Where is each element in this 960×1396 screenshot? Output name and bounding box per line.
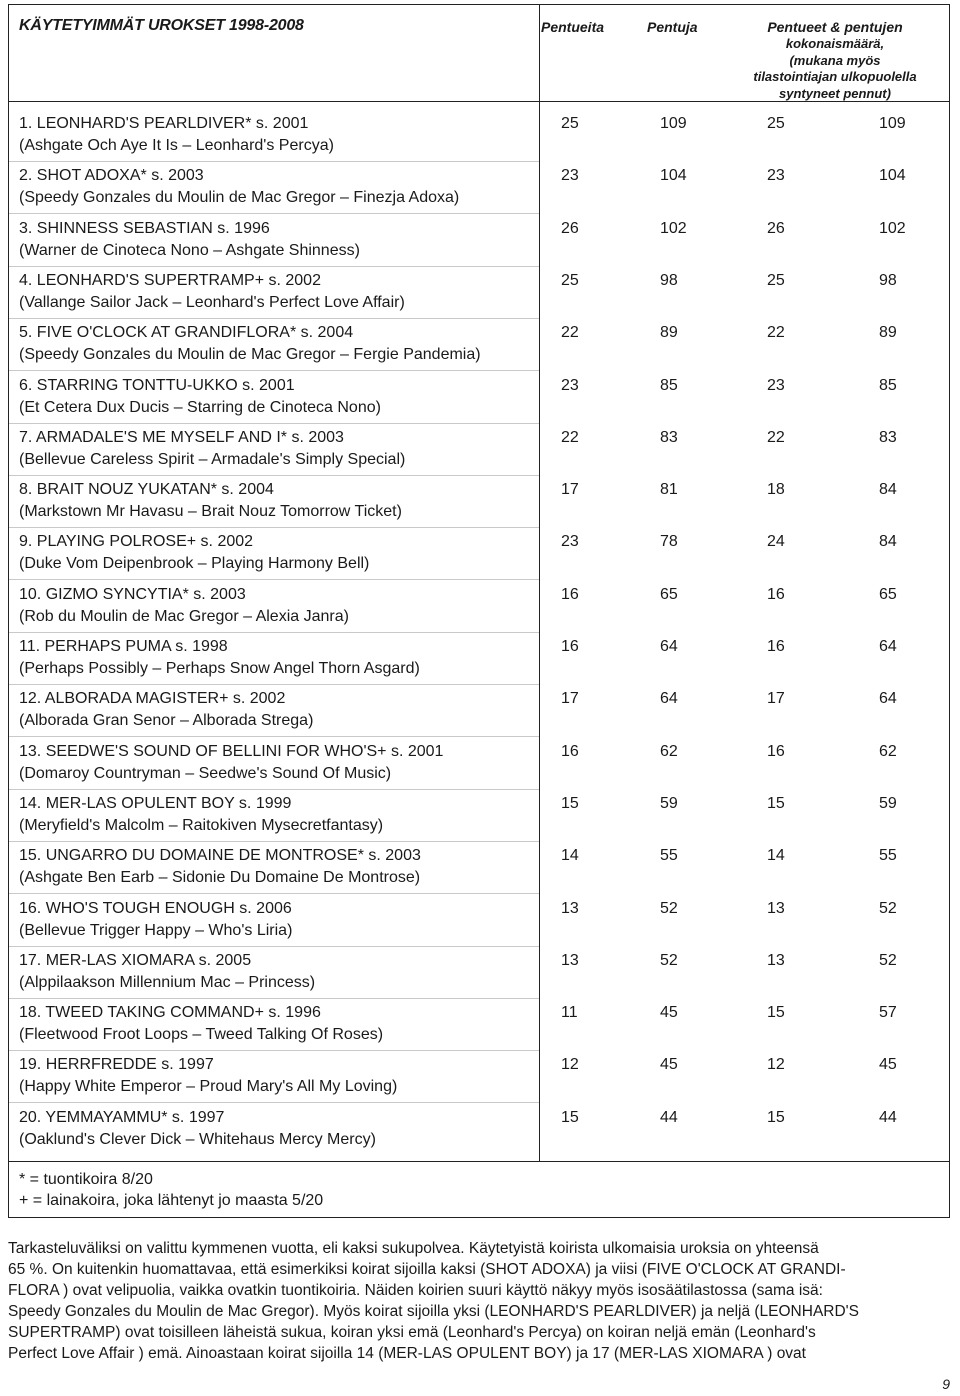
table-title: KÄYTETYIMMÄT UROKSET 1998-2008 [19,17,304,34]
total-puppies-value: 84 [879,533,897,551]
litters-value: 25 [561,271,579,289]
paragraph-line: FLORA ) ovat velipuolia, vaikka ovatkin tuontikoiria. Näiden koirien suuri käyttö näkyy myös isosäätilastossa (sama isä: [8,1282,823,1299]
dog-parents: (Fleetwood Froot Loops – Tweed Talking Of Roses) [19,1026,384,1044]
puppies-value: 44 [660,1108,678,1126]
table-row [9,892,949,944]
dog-parents: (Alborada Gran Senor – Alborada Strega) [19,712,314,730]
total-puppies-value: 104 [879,167,906,185]
puppies-value: 78 [660,533,678,551]
dog-name: 18. TWEED TAKING COMMAND+ s. 1996 [19,1004,321,1022]
paragraph-line: 65 %. On kuitenkin huomattavaa, että esimerkiksi koirat sijoilla kaksi (SHOT ADOXA) ja viisi (FIVE O'CLOCK AT GRANDI- [8,1261,846,1278]
table-row [9,316,949,368]
total-litters-value: 23 [767,167,785,185]
dog-name: 20. YEMMAYAMMU* s. 1997 [19,1108,225,1126]
total-puppies-value: 109 [879,115,906,132]
header-puppies: Pentuja [647,19,698,35]
total-litters-value: 22 [767,428,785,446]
dog-parents: (Speedy Gonzales du Moulin de Mac Gregor – Finezja Adoxa) [19,189,460,207]
dog-name: 4. LEONHARD'S SUPERTRAMP+ s. 2002 [19,271,321,289]
dog-parents: (Warner de Cinoteca Nono – Ashgate Shinness) [19,241,360,259]
table-row [9,682,949,734]
total-litters-value: 15 [767,794,785,812]
dog-parents: (Speedy Gonzales du Moulin de Mac Gregor – Fergie Pandemia) [19,346,481,364]
total-litters-value: 13 [767,899,785,917]
litters-value: 17 [561,690,579,708]
litters-value: 23 [561,533,579,551]
total-puppies-value: 55 [879,847,897,865]
body-paragraph [8,1238,952,1364]
total-litters-value: 15 [767,1108,785,1126]
total-puppies-value: 52 [879,899,897,917]
total-puppies-value: 59 [879,794,897,812]
total-litters-value: 23 [767,376,785,394]
puppies-value: 52 [660,951,678,969]
puppies-value: 83 [660,428,678,446]
dog-name: 7. ARMADALE'S ME MYSELF AND I* s. 2003 [19,428,344,446]
dog-name: 6. STARRING TONTTU-UKKO s. 2001 [19,376,295,394]
puppies-value: 55 [660,847,678,865]
total-litters-value: 15 [767,1004,785,1022]
puppies-value: 85 [660,376,678,394]
litters-value: 16 [561,638,579,655]
dog-parents: (Vallange Sailor Jack – Leonhard's Perfect Love Affair) [19,293,405,311]
dog-name: 10. GIZMO SYNCYTIA* s. 2003 [19,585,246,603]
dog-name: 11. PERHAPS PUMA s. 1998 [19,638,228,655]
dog-name: 9. PLAYING POLROSE+ s. 2002 [19,533,254,551]
puppies-value: 64 [660,638,678,655]
litters-value: 13 [561,899,579,917]
table-row [9,839,949,891]
dog-name: 14. MER-LAS OPULENT BOY s. 1999 [19,794,292,812]
litters-value: 12 [561,1056,579,1074]
litters-value: 16 [561,585,579,603]
puppies-value: 62 [660,742,678,760]
dog-parents: (Happy White Emperor – Proud Mary's All My Loving) [19,1078,398,1096]
total-puppies-value: 57 [879,1004,897,1022]
table-row [9,630,949,682]
puppies-value: 104 [660,167,687,185]
total-litters-value: 18 [767,481,785,499]
dog-parents: (Alppilaakson Millennium Mac – Princess) [19,973,316,991]
dog-name: 17. MER-LAS XIOMARA s. 2005 [19,951,252,969]
dog-parents: (Ashgate Och Aye It Is – Leonhard's Percya) [19,137,334,154]
header-totals-title: Pentueet & pentujen [767,19,903,35]
dog-parents: (Et Cetera Dux Ducis – Starring de Cinoteca Nono) [19,398,381,416]
litters-value: 11 [561,1004,578,1022]
total-litters-value: 25 [767,115,785,132]
total-puppies-value: 62 [879,742,897,760]
legend-loan: + = lainakoira, joka lähtenyt jo maasta 5/20 [19,1192,324,1209]
table-row [9,264,949,316]
litters-value: 22 [561,428,579,446]
dog-parents: (Bellevue Trigger Happy – Who's Liria) [19,921,293,939]
puppies-value: 102 [660,219,687,237]
dog-parents: (Oaklund's Clever Dick – Whitehaus Mercy Mercy) [19,1130,376,1148]
table-row [9,212,949,264]
total-litters-value: 16 [767,585,785,603]
puppies-value: 45 [660,1056,678,1074]
total-puppies-value: 44 [879,1108,897,1126]
puppies-value: 52 [660,899,678,917]
puppies-value: 81 [660,481,678,499]
litters-value: 15 [561,794,579,812]
table-row [9,421,949,473]
litters-value: 23 [561,167,579,185]
total-litters-value: 22 [767,324,785,342]
total-puppies-value: 64 [879,690,897,708]
table-row [9,1101,949,1153]
total-litters-value: 25 [767,271,785,289]
dog-parents: (Domaroy Countryman – Seedwe's Sound Of Music) [19,764,392,782]
footer-divider [9,1161,949,1162]
puppies-value: 45 [660,1004,678,1022]
table-row [9,735,949,787]
paragraph-line: Speedy Gonzales du Moulin de Mac Gregor). Myös koirat sijoilla yksi (LEONHARD'S PEARLDIVER) ja neljä (LEONHARD'S [8,1303,859,1320]
table-row [9,787,949,839]
total-litters-value: 16 [767,742,785,760]
puppies-value: 89 [660,324,678,342]
dog-parents: (Ashgate Ben Earb – Sidonie Du Domaine De Montrose) [19,869,421,887]
header-totals-sub3: tilastointiajan ulkopuolella [753,69,917,84]
table-row [9,473,949,525]
header-totals-sub1: kokonaismäärä, [785,36,885,51]
total-puppies-value: 45 [879,1056,897,1074]
total-litters-value: 14 [767,847,785,865]
total-litters-value: 17 [767,690,785,708]
puppies-value: 65 [660,585,678,603]
litters-value: 14 [561,847,579,865]
dog-parents: (Perhaps Possibly – Perhaps Snow Angel Thorn Asgard) [19,660,420,677]
dog-name: 8. BRAIT NOUZ YUKATAN* s. 2004 [19,481,274,499]
dog-parents: (Rob du Moulin de Mac Gregor – Alexia Janra) [19,607,349,625]
table-row [9,525,949,577]
header-litters: Pentueita [541,19,605,35]
table-row [9,369,949,421]
total-puppies-value: 64 [879,638,897,655]
table-row [9,996,949,1048]
total-puppies-value: 84 [879,481,897,499]
litters-value: 13 [561,951,579,969]
legend-import: * = tuontikoira 8/20 [19,1171,153,1188]
dog-name: 15. UNGARRO DU DOMAINE DE MONTROSE* s. 2003 [19,847,421,865]
total-puppies-value: 89 [879,324,897,342]
table-row [9,578,949,630]
stats-table [8,4,950,1218]
dog-name: 12. ALBORADA MAGISTER+ s. 2002 [19,690,286,708]
litters-value: 16 [561,742,579,760]
total-puppies-value: 65 [879,585,897,603]
header-totals-sub4: syntyneet pennut) [779,85,891,101]
table-row [9,159,949,211]
dog-parents: (Markstown Mr Havasu – Brait Nouz Tomorrow Ticket) [19,503,402,521]
dog-parents: (Duke Vom Deipenbrook – Playing Harmony Bell) [19,555,370,573]
total-litters-value: 26 [767,219,785,237]
puppies-value: 98 [660,271,678,289]
total-litters-value: 24 [767,533,785,551]
table-row [9,944,949,996]
puppies-value: 64 [660,690,678,708]
total-litters-value: 12 [767,1056,785,1074]
dog-name: 5. FIVE O'CLOCK AT GRANDIFLORA* s. 2004 [19,324,354,342]
total-puppies-value: 52 [879,951,897,969]
total-puppies-value: 83 [879,428,897,446]
total-litters-value: 16 [767,638,785,655]
litters-value: 25 [561,115,579,132]
litters-value: 26 [561,219,579,237]
total-puppies-value: 98 [879,271,897,289]
paragraph-line: Perfect Love Affair ) emä. Ainoastaan koirat sijoilla 14 (MER-LAS OPULENT BOY) ja 17 (MER-LAS XIOMARA ) ovat [8,1345,806,1362]
dog-parents: (Bellevue Careless Spirit – Armadale's Simply Special) [19,450,406,468]
total-puppies-value: 102 [879,219,906,237]
table-row [9,107,949,159]
header-totals [731,19,939,102]
table-row [9,1048,949,1100]
dog-name: 2. SHOT ADOXA* s. 2003 [19,167,204,185]
paragraph-line: SUPERTRAMP) ovat toisilleen läheistä sukua, koiran yksi emä (Leonhard's Percya) on koiran neljä emän (Leonhard's [8,1324,816,1341]
puppies-value: 109 [660,115,687,132]
dog-name: 19. HERRFREDDE s. 1997 [19,1056,214,1074]
legend [19,1169,323,1211]
dog-name: 1. LEONHARD'S PEARLDIVER* s. 2001 [19,115,309,132]
dog-name: 13. SEEDWE'S SOUND OF BELLINI FOR WHO'S+ s. 2001 [19,742,444,760]
dog-parents: (Meryfield's Malcolm – Raitokiven Mysecretfantasy) [19,816,384,834]
litters-value: 15 [561,1108,579,1126]
page-number: 9 [942,1376,950,1392]
total-puppies-value: 85 [879,376,897,394]
puppies-value: 59 [660,794,678,812]
litters-value: 23 [561,376,579,394]
litters-value: 17 [561,481,579,499]
dog-name: 3. SHINNESS SEBASTIAN s. 1996 [19,219,270,237]
dog-name: 16. WHO'S TOUGH ENOUGH s. 2006 [19,899,292,917]
paragraph-line: Tarkasteluväliksi on valittu kymmenen vuotta, eli kaksi sukupolvea. Käytetyistä koirista ulkomaisia uroksia on yhteensä [8,1240,819,1257]
header-totals-sub2: (mukana myös [789,52,881,68]
total-litters-value: 13 [767,951,785,969]
litters-value: 22 [561,324,579,342]
